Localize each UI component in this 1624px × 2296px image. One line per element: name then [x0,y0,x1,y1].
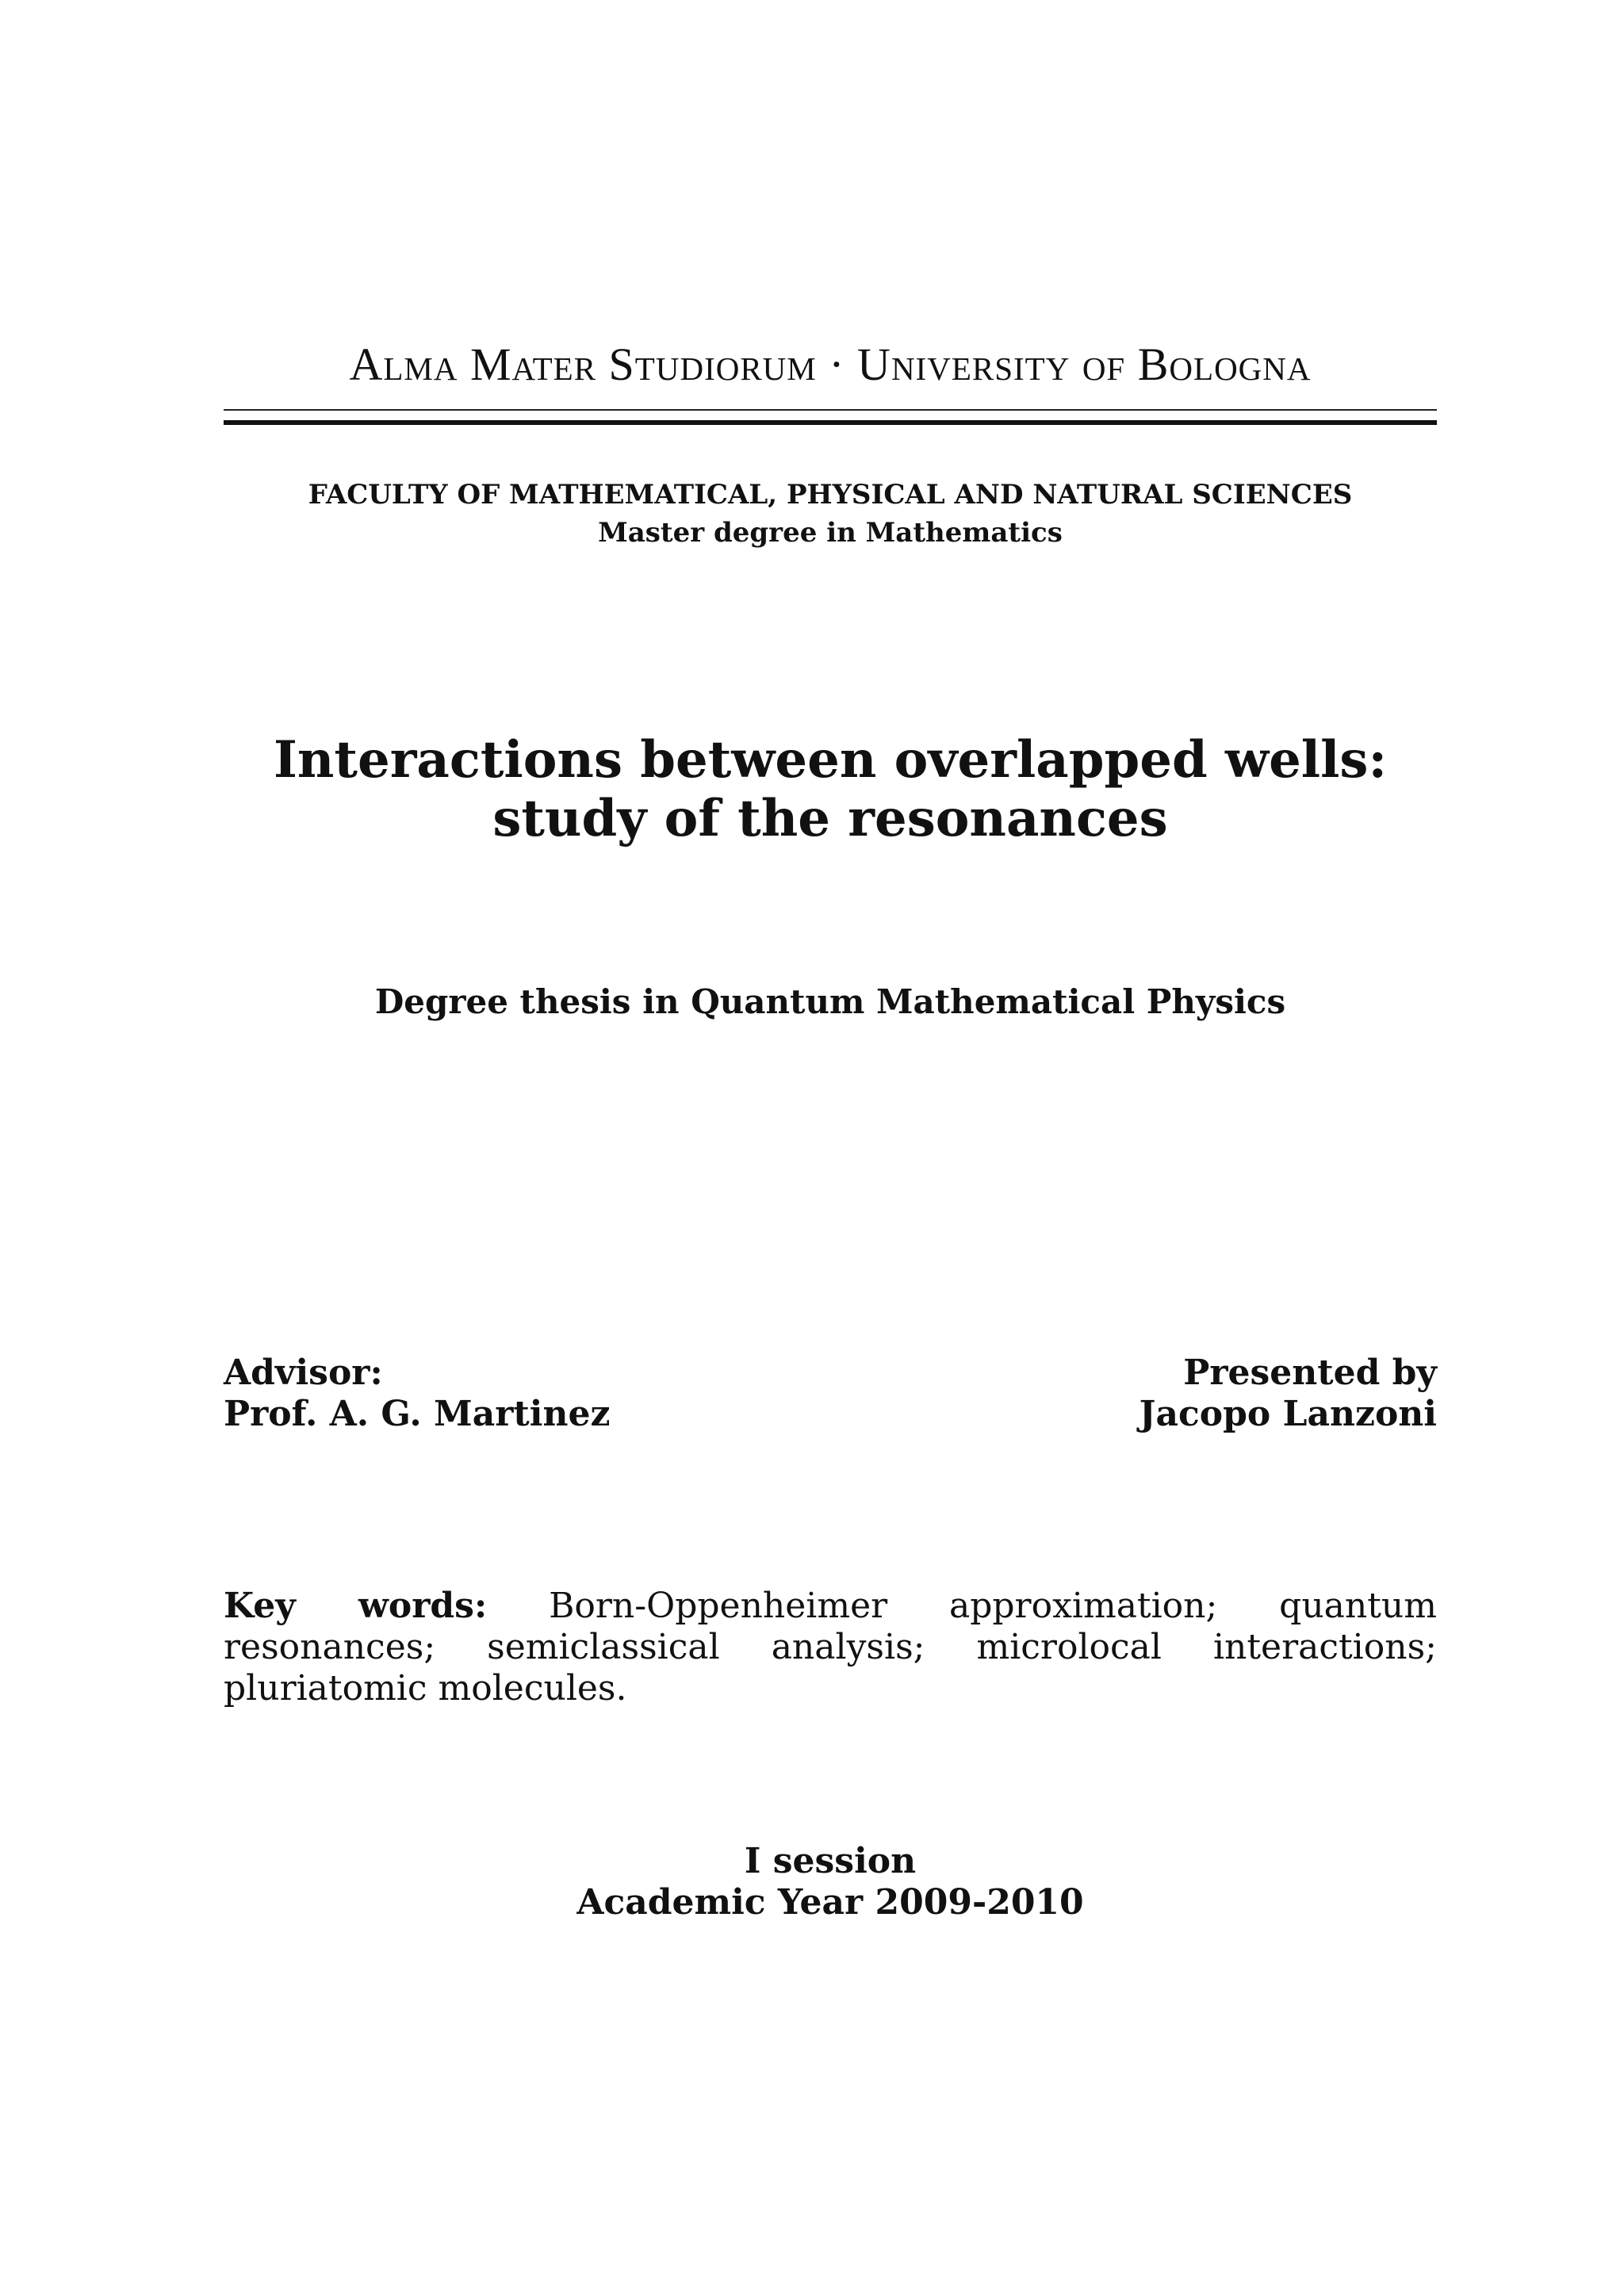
presenter-block [834,1353,1437,1435]
presenter-name: Jacopo Lanzoni [1139,1394,1437,1434]
session-line: I session [744,1841,917,1881]
advisor-block [224,1353,826,1435]
faculty-name: FACULTY OF MATHEMATICAL, PHYSICAL AND NATURAL SCIENCES [308,479,1353,511]
thesis-title-line-1: Interactions between overlapped wells: [273,730,1388,790]
keywords-text: Born-Oppenheimer approximation; quantum resonances; semiclassical analysis; microlocal interactions; pluriatomic molecules. [224,1586,1437,1709]
academic-year-line: Academic Year 2009-2010 [576,1882,1084,1923]
thesis-title [224,731,1437,848]
university-heading: Alma Mater Studiorum · University of Bologna [349,339,1312,390]
presenter-label: Presented by [1183,1353,1437,1393]
header-rule-thick [224,420,1437,425]
advisor-name: Prof. A. G. Martinez [224,1394,611,1434]
session-block [224,1841,1437,1923]
header-rule-thin [224,409,1437,411]
thesis-title-line-2: study of the resonances [492,789,1168,848]
thesis-subtitle: Degree thesis in Quantum Mathematical Physics [374,982,1286,1021]
keywords-label: Key words: [224,1586,488,1626]
advisor-label: Advisor: [224,1353,383,1393]
degree-name: Master degree in Mathematics [598,517,1063,549]
keywords-paragraph [224,1586,1437,1709]
